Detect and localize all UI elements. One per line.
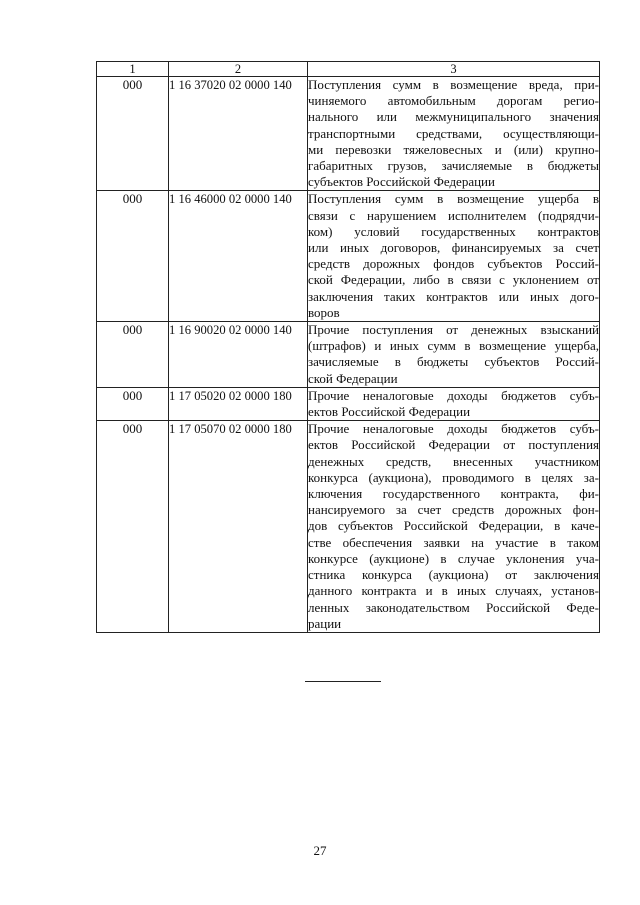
description-line: зачисляемые в бюджеты субъектов Россий- <box>308 354 599 370</box>
table-row <box>97 191 600 322</box>
description-line: Поступления сумм в возмещение вреда, при- <box>308 77 599 92</box>
description-line: чиняемого автомобильным дорогам регио- <box>308 93 599 109</box>
description-line: связи с нарушением исполнителем (подрядчи- <box>308 207 599 223</box>
description-line: транспортными средствами, осуществляющи- <box>308 125 599 141</box>
description-line: ком) условий государственных контрактов <box>308 223 599 239</box>
revenue-description-cell <box>308 421 600 633</box>
table-row <box>97 322 600 388</box>
description-line: субъектов Российской Федерации <box>308 174 495 190</box>
table-row <box>97 387 600 420</box>
description-line: нансируемого за счет средств дорожных фон- <box>308 502 599 518</box>
admin-code-cell: 000 <box>97 77 169 191</box>
admin-code-cell: 000 <box>97 387 169 420</box>
description-line: конкурса (аукциона), проводимого в целях за- <box>308 469 599 485</box>
revenue-description-cell <box>308 387 600 420</box>
header-col-3: 3 <box>308 62 600 77</box>
revenue-code-cell: 1 16 46000 02 0000 140 <box>169 191 308 322</box>
description-line: ектов Российской Федерации <box>308 404 471 420</box>
revenue-description-cell <box>308 191 600 322</box>
description-line: дов субъектов Российской Федерации, в каче- <box>308 518 599 534</box>
admin-code-cell: 000 <box>97 191 169 322</box>
admin-code-cell: 000 <box>97 421 169 633</box>
description-line: конкурсе (аукционе) в случае уклонения уча- <box>308 550 599 566</box>
revenue-description-cell <box>308 322 600 388</box>
table-header-row <box>97 62 600 77</box>
description-line: Прочие неналоговые доходы бюджетов субъ- <box>308 387 599 403</box>
description-line: денежных средств, внесенных участником <box>308 453 599 469</box>
description-line: или иных договоров, финансируемых за счет <box>308 240 599 256</box>
description-line: Прочие неналоговые доходы бюджетов субъ- <box>308 421 599 437</box>
description-line: ми перевозки тяжеловесных и (или) крупно- <box>308 141 599 157</box>
revenue-code-cell: 1 17 05020 02 0000 180 <box>169 387 308 420</box>
description-line: (штрафов) и иных сумм в возмещение ущерба, <box>308 338 599 354</box>
revenue-codes-table <box>96 61 600 633</box>
revenue-code-cell: 1 16 90020 02 0000 140 <box>169 322 308 388</box>
description-line: габаритных грузов, зачисляемые в бюджеты <box>308 158 599 174</box>
description-line: ленных законодательством Российской Феде- <box>308 599 599 615</box>
end-rule <box>305 681 381 682</box>
revenue-description-cell <box>308 77 600 191</box>
description-line: рации <box>308 615 342 631</box>
header-col-1: 1 <box>97 62 169 77</box>
description-line: ской Федерации, либо в связи с уклонением от <box>308 272 599 288</box>
description-line: данного контракта и в иных случаях, установ- <box>308 583 599 599</box>
revenue-code-cell: 1 17 05070 02 0000 180 <box>169 421 308 633</box>
table-row <box>97 77 600 191</box>
description-line: заключения таких контрактов или иных дого- <box>308 288 599 304</box>
table-row <box>97 421 600 633</box>
description-line: воров <box>308 304 340 320</box>
page-number: 27 <box>313 843 327 858</box>
description-line: стника конкурса (аукциона) от заключения <box>308 567 599 583</box>
description-line: ской Федерации <box>308 370 398 386</box>
description-line: Прочие поступления от денежных взысканий <box>308 322 599 338</box>
description-line: средств дорожных фондов субъектов Россий- <box>308 256 599 272</box>
description-line: ключения государственного контракта, фи- <box>308 486 599 502</box>
description-line: стве обеспечения заявки на участие в таком <box>308 534 599 550</box>
admin-code-cell: 000 <box>97 322 169 388</box>
header-col-2: 2 <box>169 62 308 77</box>
description-line: Поступления сумм в возмещение ущерба в <box>308 191 599 207</box>
revenue-code-cell: 1 16 37020 02 0000 140 <box>169 77 308 191</box>
table-body <box>97 77 600 633</box>
description-line: нального или межмуниципального значения <box>308 109 599 125</box>
description-line: ектов Российской Федерации от поступления <box>308 437 599 453</box>
